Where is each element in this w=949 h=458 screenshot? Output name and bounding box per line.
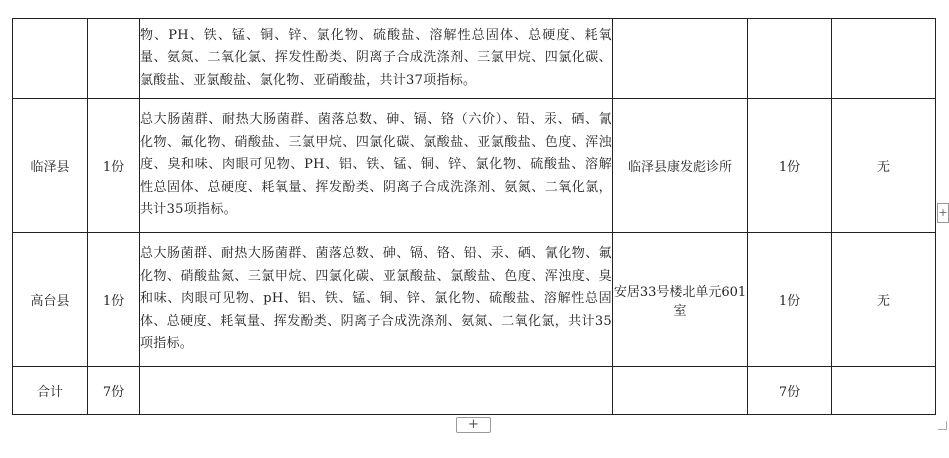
county-cell[interactable]	[13, 19, 88, 99]
count-cell[interactable]	[748, 19, 832, 99]
sample-count-cell[interactable]: 1份	[88, 233, 140, 367]
sampling-table	[12, 18, 936, 415]
sample-count-cell[interactable]	[88, 19, 140, 99]
count-cell[interactable]: 1份	[748, 99, 832, 233]
total-location-cell[interactable]	[613, 367, 748, 415]
count-cell[interactable]: 1份	[748, 233, 832, 367]
indicators-cell[interactable]: 总大肠菌群、耐热大肠菌群、菌落总数、砷、镉、铬（六价）、铅、汞、硒、氰化物、氟化物、硝酸盐、三氯甲烷、四氯化碳、氯酸盐、亚氯酸盐、色度、浑浊度、臭和味、肉眼可见物、PH、铝、铁、锰、铜、锌、氯化物、硫酸盐、溶解性总固体、总硬度、耗氧量、挥发酚类、阴离子合成洗涤剂、氨氮、二氧化氯，共计35项指标。	[140, 99, 613, 233]
table-row	[13, 233, 936, 367]
location-cell[interactable]: 临泽县康发彪诊所	[613, 99, 748, 233]
total-label-cell[interactable]: 合计	[13, 367, 88, 415]
add-column-button[interactable]	[937, 203, 949, 223]
indicators-cell[interactable]: 物、PH、铁、锰、铜、锌、氯化物、硫酸盐、溶解性总固体、总硬度、耗氧量、氨氮、二氧化氯、挥发性酚类、阴离子合成洗涤剂、三氯甲烷、四氯化碳、氯酸盐、亚氯酸盐、氯化物、亚硝酸盐，共计37项指标。	[140, 19, 613, 99]
indicators-cell[interactable]: 总大肠菌群、耐热大肠菌群、菌落总数、砷、镉、铬、铅、汞、硒、氰化物、氟化物、硝酸盐氮、三氯甲烷、四氯化碳、亚氯酸盐、氯酸盐、色度、浑浊度、臭和味、肉眼可见物、pH、铝、铁、锰、铜、锌、氯化物、硫酸盐、溶解性总固体、总硬度、耗氧量、挥发酚类、阴离子合成洗涤剂、氨氮、二氧化氯，共计35项指标。	[140, 233, 613, 367]
total-indicators-cell[interactable]	[140, 367, 613, 415]
total-note-cell[interactable]	[832, 367, 936, 415]
total-samples-cell[interactable]: 7份	[88, 367, 140, 415]
table-row	[13, 19, 936, 99]
note-cell[interactable]	[832, 19, 936, 99]
sample-count-cell[interactable]: 1份	[88, 99, 140, 233]
location-cell[interactable]	[613, 19, 748, 99]
plus-icon: +	[468, 417, 479, 432]
county-cell[interactable]: 高台县	[13, 233, 88, 367]
county-cell[interactable]: 临泽县	[13, 99, 88, 233]
table-resize-handle[interactable]	[936, 419, 948, 431]
note-cell[interactable]: 无	[832, 233, 936, 367]
table-row	[13, 99, 936, 233]
total-count-cell[interactable]: 7份	[748, 367, 832, 415]
plus-icon: +	[938, 206, 948, 219]
note-cell[interactable]: 无	[832, 99, 936, 233]
total-row	[13, 367, 936, 415]
location-cell[interactable]: 安居33号楼北单元601室	[613, 233, 748, 367]
add-row-button[interactable]	[456, 417, 491, 433]
